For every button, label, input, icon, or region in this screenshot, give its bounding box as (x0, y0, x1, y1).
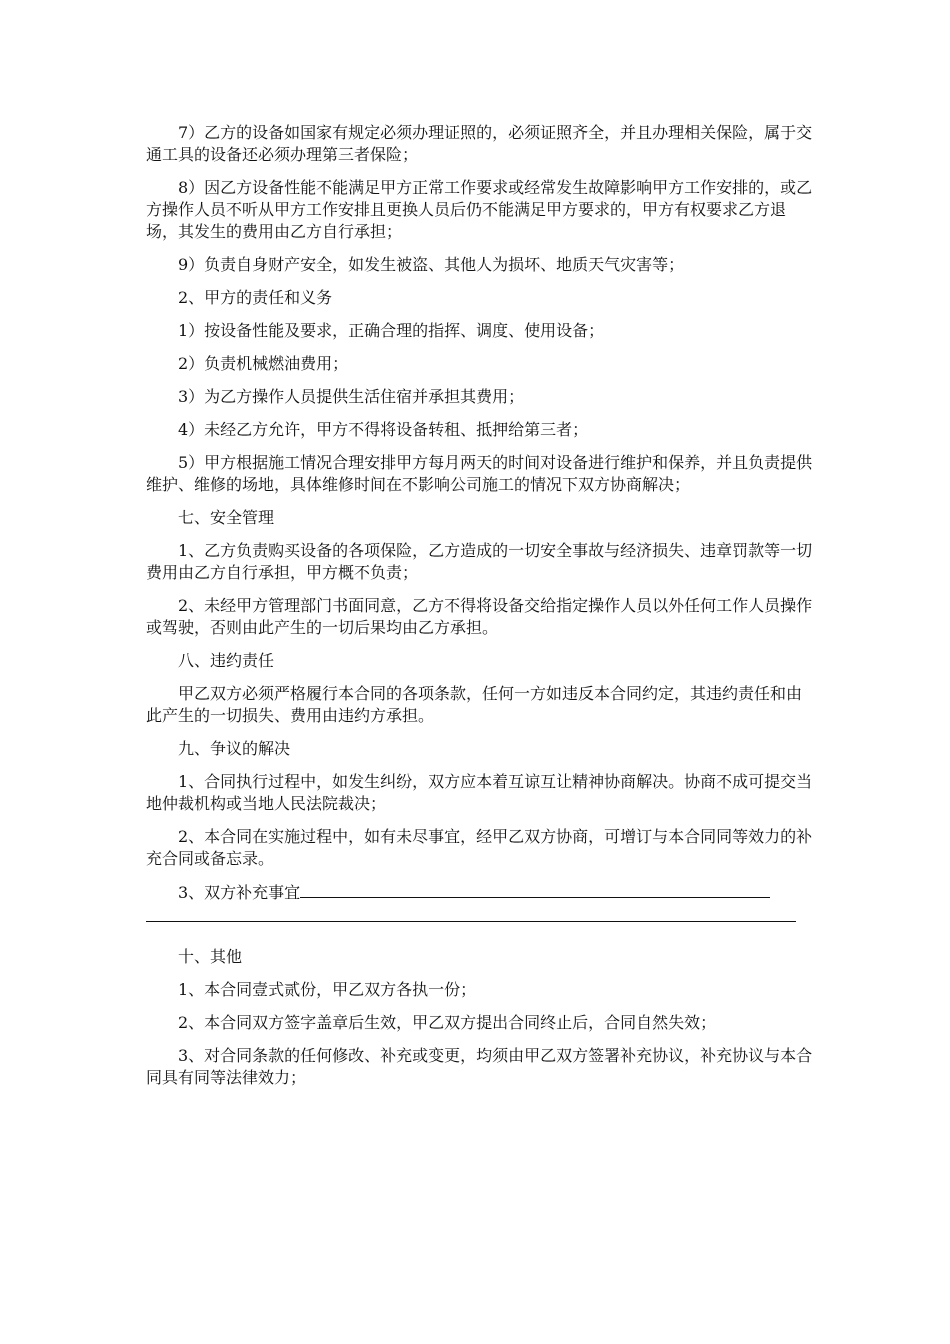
paragraph-party-a-duty-5: 5）甲方根据施工情况合理安排甲方每月两天的时间对设备进行维护和保养，并且负责提供维护、维修的场地，具体维修时间在不影响公司施工的情况下双方协商解决； (146, 453, 813, 494)
section-heading-dispute: 九、争议的解决 (178, 739, 291, 758)
section-heading-breach: 八、违约责任 (178, 651, 275, 670)
paragraph-safety-1: 1、乙方负责购买设备的各项保险，乙方造成的一切安全事故与经济损失、违章罚款等一切费用由乙方自行承担，甲方概不负责； (146, 541, 813, 582)
paragraph-party-a-duty-4: 4）未经乙方允许，甲方不得将设备转租、抵押给第三者； (178, 420, 589, 439)
supplement-label: 3、双方补充事宜 (178, 883, 301, 902)
paragraph-party-a-duty-2: 2）负责机械燃油费用； (178, 354, 349, 373)
paragraph-equipment-failure: 8）因乙方设备性能不能满足甲方正常工作要求或经常发生故障影响甲方工作安排的，或乙方操作人员不听从甲方工作安排且更换人员后仍不能满足甲方要求的，甲方有权要求乙方退场，其发生的费用由乙方自行承担； (146, 178, 813, 241)
paragraph-equipment-license: 7）乙方的设备如国家有规定必须办理证照的，必须证照齐全，并且办理相关保险，属于交通工具的设备还必须办理第三者保险； (146, 123, 813, 164)
paragraph-other-1: 1、本合同壹式贰份，甲乙双方各执一份； (178, 980, 477, 999)
supplement-blank-line[interactable] (300, 881, 770, 898)
document-page (146, 122, 814, 1100)
section-heading-safety: 七、安全管理 (178, 508, 275, 527)
paragraph-supplement (146, 881, 814, 904)
paragraph-other-3: 3、对合同条款的任何修改、补充或变更，均须由甲乙双方签署补充协议，补充协议与本合同具有同等法律效力； (146, 1046, 813, 1087)
paragraph-breach: 甲乙双方必须严格履行本合同的各项条款，任何一方如违反本合同约定，其违约责任和由此产生的一切损失、费用由违约方承担。 (146, 684, 803, 725)
supplement-blank-line-2[interactable] (146, 920, 796, 922)
section-heading-party-a-duties: 2、甲方的责任和义务 (178, 288, 333, 307)
section-heading-other: 十、其他 (178, 947, 243, 966)
paragraph-property-safety: 9）负责自身财产安全，如发生被盗、其他人为损坏、地质天气灾害等； (178, 255, 685, 274)
paragraph-dispute-2: 2、本合同在实施过程中，如有未尽事宜，经甲乙双方协商，可增订与本合同同等效力的补充合同或备忘录。 (146, 827, 813, 868)
paragraph-dispute-1: 1、合同执行过程中，如发生纠纷，双方应本着互谅互让精神协商解决。协商不成可提交当地仲裁机构或当地人民法院裁决； (146, 772, 813, 813)
paragraph-party-a-duty-1: 1）按设备性能及要求，正确合理的指挥、调度、使用设备； (178, 321, 605, 340)
paragraph-party-a-duty-3: 3）为乙方操作人员提供生活住宿并承担其费用； (178, 387, 525, 406)
paragraph-other-2: 2、本合同双方签字盖章后生效，甲乙双方提出合同终止后，合同自然失效； (178, 1013, 717, 1032)
paragraph-safety-2: 2、未经甲方管理部门书面同意，乙方不得将设备交给指定操作人员以外任何工作人员操作或驾驶，否则由此产生的一切后果均由乙方承担。 (146, 596, 813, 637)
